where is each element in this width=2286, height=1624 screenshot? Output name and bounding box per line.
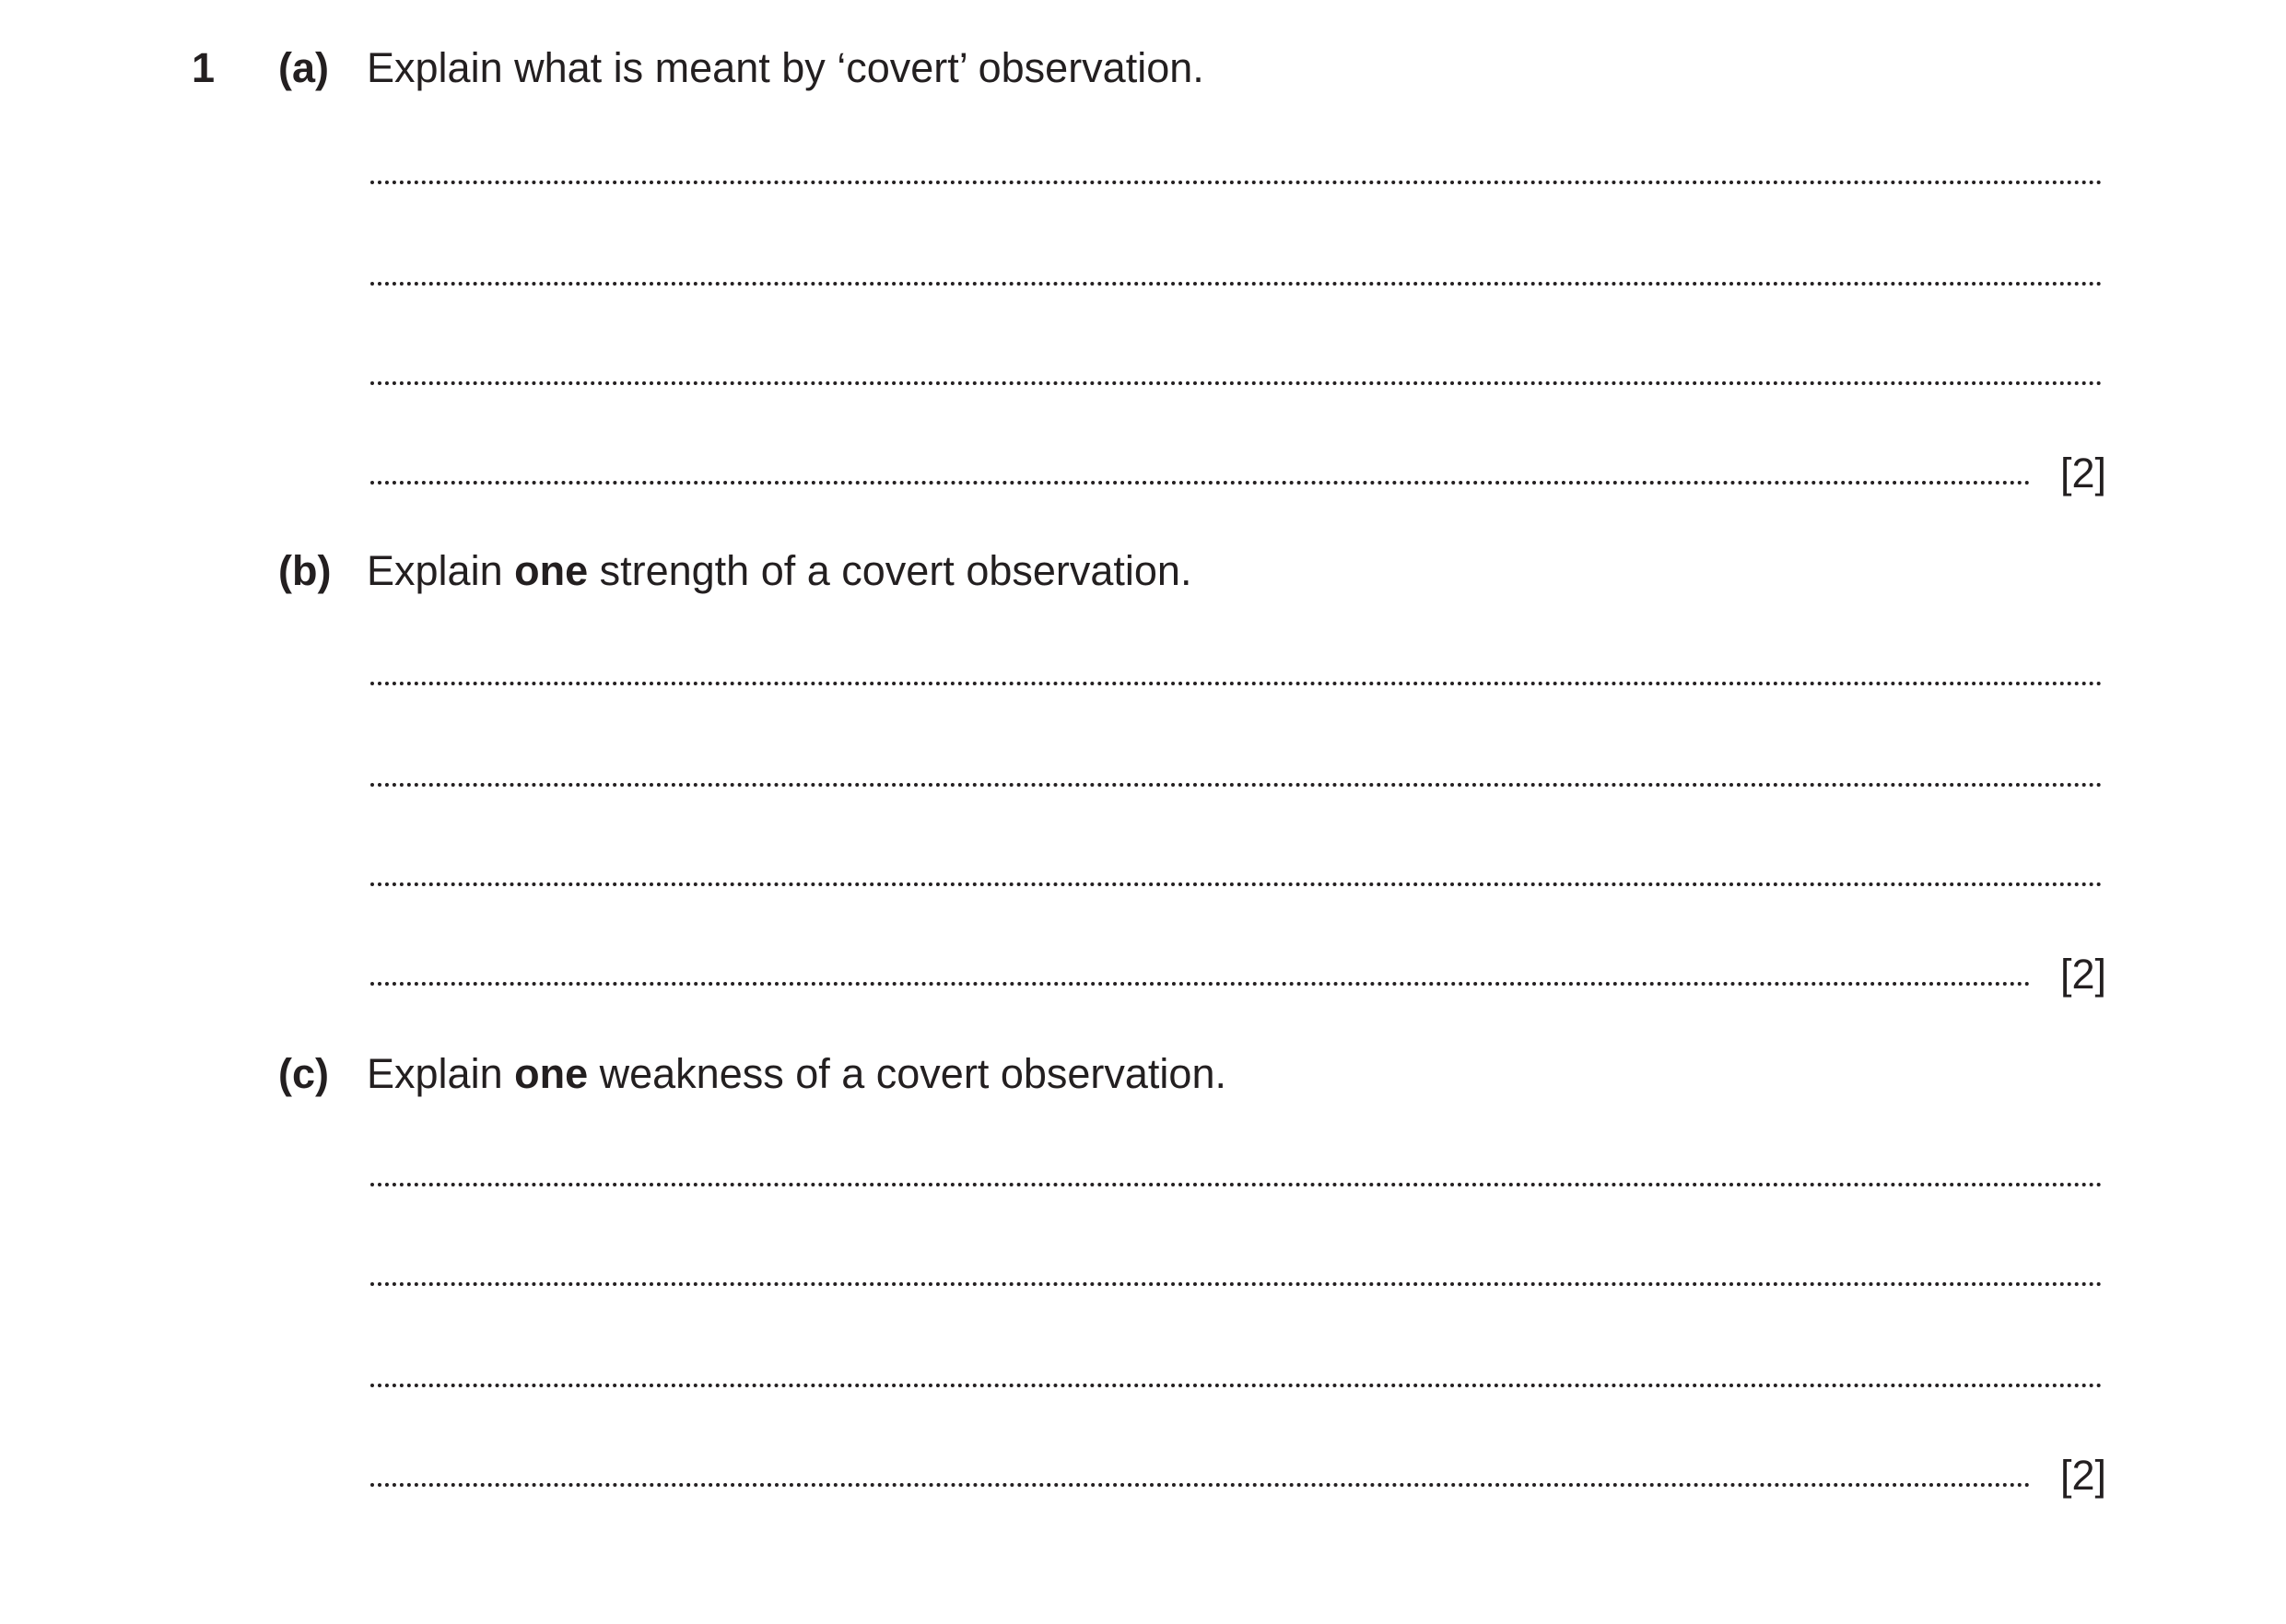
answer-line[interactable] [370,982,2031,986]
prompt-emphasis: one [514,1050,589,1097]
prompt-text: weakness of a covert observation. [588,1050,1226,1097]
prompt-text: Explain [367,547,515,594]
part-label: (c) [278,1050,329,1097]
answer-line[interactable] [370,381,2103,385]
prompt-text: strength of a covert observation. [588,547,1192,594]
marks-label: [2] [2059,450,2106,497]
part-label: (a) [278,44,329,91]
answer-line[interactable] [370,481,2031,485]
answer-line[interactable] [370,783,2103,787]
answer-line[interactable] [370,181,2103,184]
answer-line[interactable] [370,1483,2031,1487]
answer-line[interactable] [370,1384,2103,1387]
marks-label: [2] [2059,1452,2106,1499]
part-label: (b) [278,547,332,594]
answer-line[interactable] [370,282,2103,286]
question-prompt [367,1046,1226,1102]
prompt-text: Explain [367,1050,515,1097]
answer-line[interactable] [370,1282,2103,1286]
answer-line[interactable] [370,682,2103,685]
marks-label: [2] [2059,951,2106,998]
answer-line[interactable] [370,1183,2103,1186]
prompt-emphasis: one [514,547,589,594]
prompt-text: Explain what is meant by ‘covert’ observation. [367,44,1204,91]
question-number: 1 [192,44,216,91]
answer-line[interactable] [370,882,2103,886]
question-prompt [367,543,1191,599]
question-prompt [367,41,1204,96]
